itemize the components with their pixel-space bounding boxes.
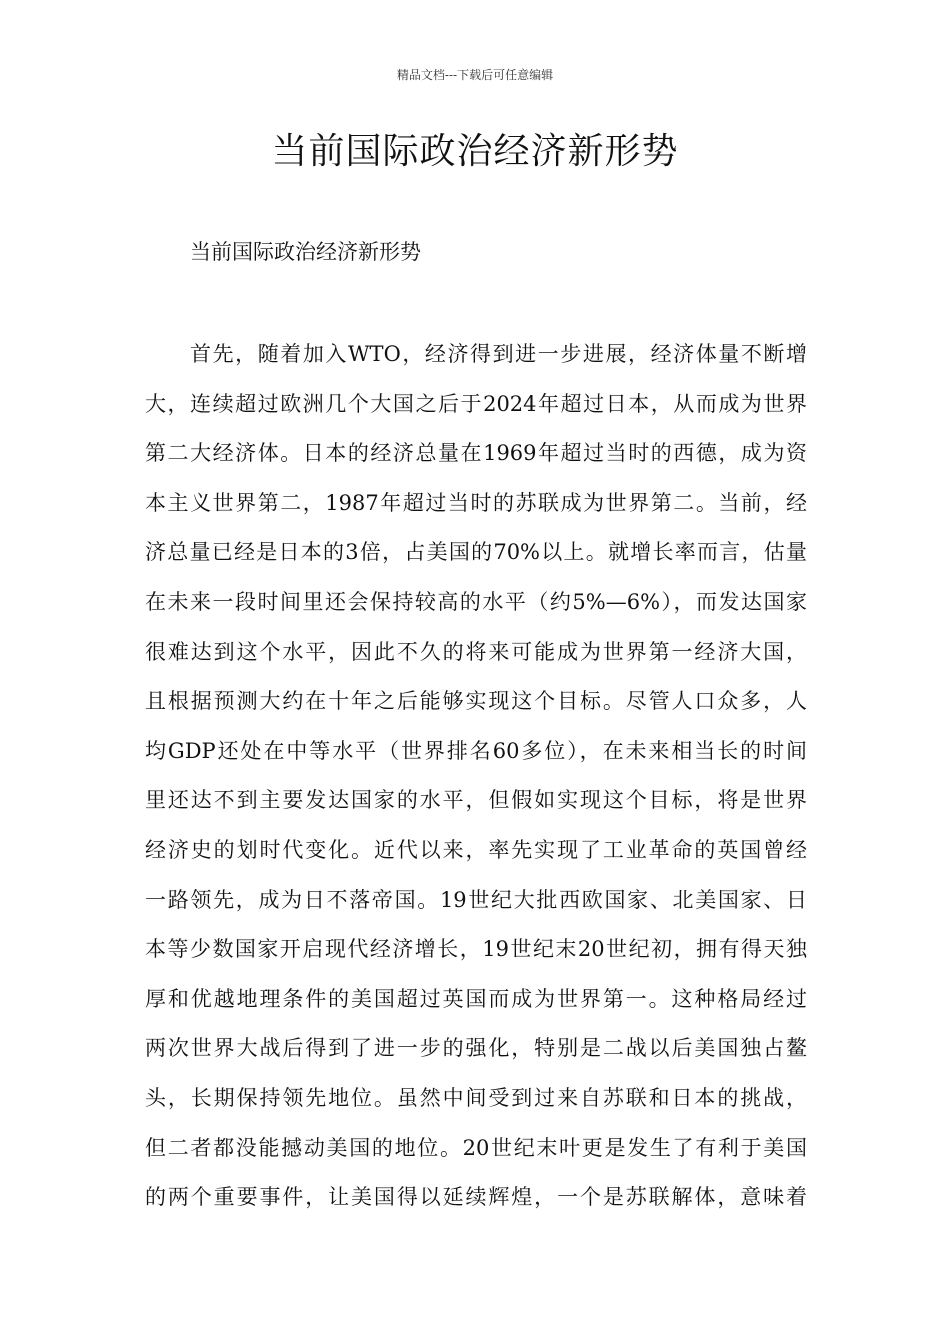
paragraph-line: 大，连续超过欧洲几个大国之后于2024年超过日本，从而成为世界 xyxy=(145,391,807,416)
paragraph-line: 厚和优越地理条件的美国超过英国而成为世界第一。这种格局经过 xyxy=(145,986,807,1011)
paragraph-line: 首先，随着加入WTO，经济得到进一步进展，经济体量不断增 xyxy=(190,342,807,366)
paragraph-line: 均GDP还处在中等水平（世界排名60多位），在未来相当长的时间 xyxy=(145,738,807,763)
paragraph-line: 本主义世界第二，1987年超过当时的苏联成为世界第二。当前，经 xyxy=(145,490,807,515)
document-title: 当前国际政治经济新形势 xyxy=(271,131,679,172)
paragraph-line: 里还达不到主要发达国家的水平，但假如实现这个目标，将是世界 xyxy=(145,788,807,813)
page-header-note: 精品文档---下载后可任意编辑 xyxy=(396,68,554,82)
paragraph-line: 但二者都没能撼动美国的地位。20世纪末叶更是发生了有利于美国 xyxy=(145,1135,807,1160)
paragraph-line: 在未来一段时间里还会保持较高的水平（约5%—6%），而发达国家 xyxy=(145,589,807,614)
paragraph-line: 且根据预测大约在十年之后能够实现这个目标。尽管人口众多，人 xyxy=(145,689,807,714)
paragraph-line: 头，长期保持领先地位。虽然中间受到过来自苏联和日本的挑战， xyxy=(145,1085,807,1110)
paragraph-line: 第二大经济体。日本的经济总量在1969年超过当时的西德，成为资 xyxy=(145,441,807,466)
paragraph-line: 济总量已经是日本的3倍，占美国的70%以上。就增长率而言，估量 xyxy=(145,540,807,565)
document-subtitle: 当前国际政治经济新形势 xyxy=(190,240,421,264)
paragraph-line: 经济史的划时代变化。近代以来，率先实现了工业革命的英国曾经 xyxy=(145,837,807,862)
paragraph-line: 本等少数国家开启现代经济增长，19世纪末20世纪初，拥有得天独 xyxy=(145,937,807,962)
paragraph-line: 一路领先，成为日不落帝国。19世纪大批西欧国家、北美国家、日 xyxy=(145,887,807,912)
paragraph-line: 很难达到这个水平，因此不久的将来可能成为世界第一经济大国， xyxy=(145,639,807,664)
paragraph-line: 的两个重要事件，让美国得以延续辉煌，一个是苏联解体，意味着 xyxy=(145,1185,807,1210)
paragraph-line: 两次世界大战后得到了进一步的强化，特别是二战以后美国独占鳌 xyxy=(145,1036,807,1061)
body-paragraph xyxy=(145,334,807,1227)
